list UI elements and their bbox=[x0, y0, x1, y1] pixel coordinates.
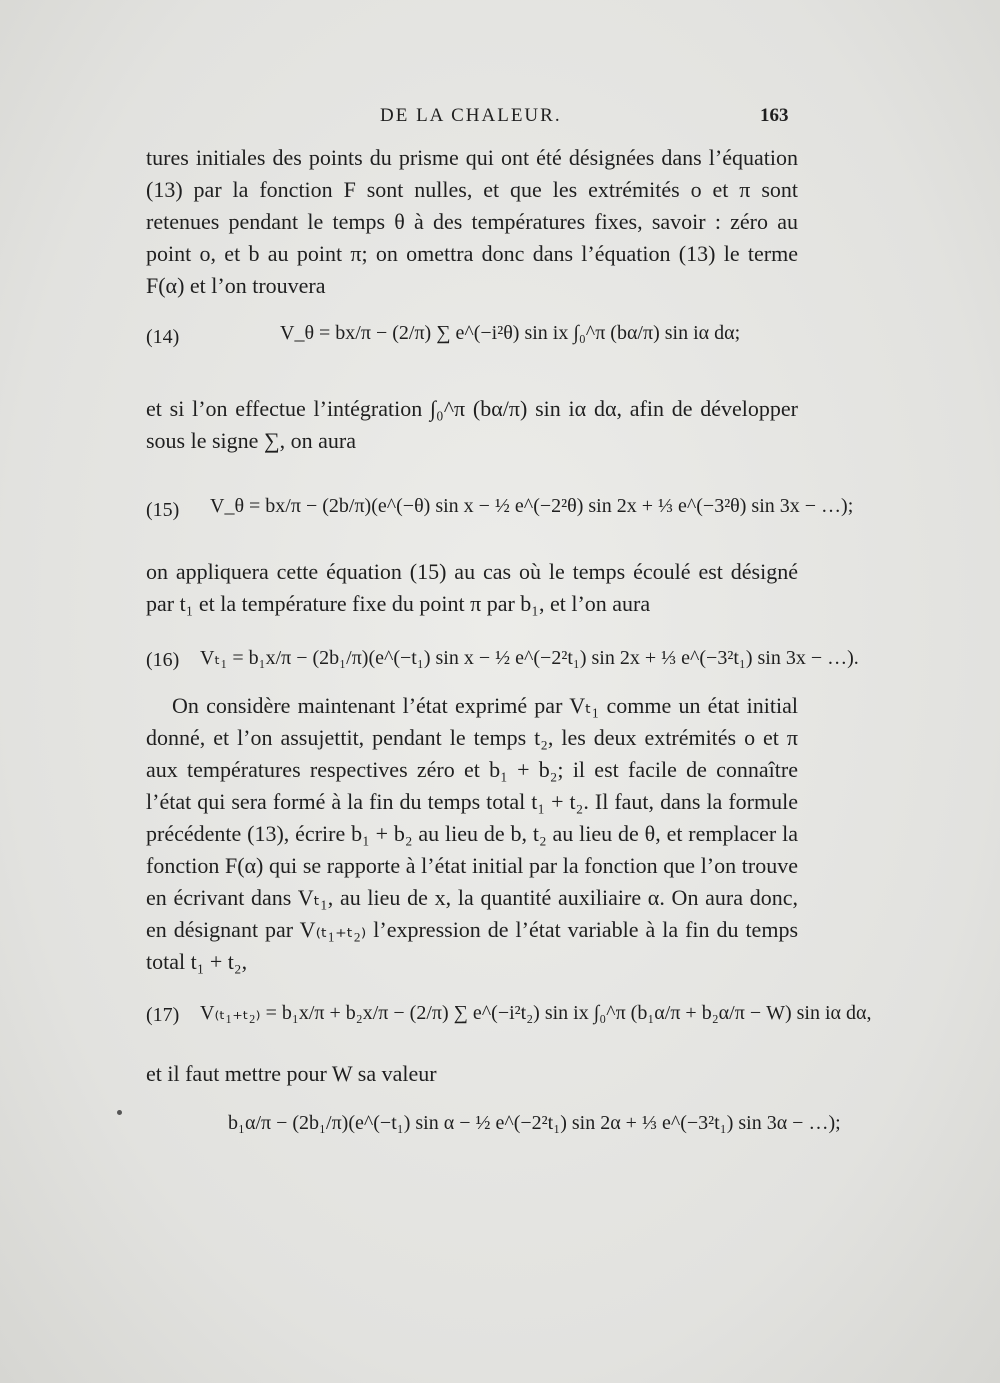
paragraph-3-text: on appliquera cette équation (15) au cas où le temps écoulé est désigné par t₁ et la température fixe du point π par b₁, et l’on aura bbox=[146, 559, 798, 616]
equation-body: Vₜ₁ = b₁x/π − (2b₁/π)(e^(−t₁) sin x − ½ e^(−2²t₁) sin 2x + ⅓ e^(−3²t₁) sin 3x − …). bbox=[200, 647, 859, 669]
equation-body: b₁α/π − (2b₁/π)(e^(−t₁) sin α − ½ e^(−2²t₁) sin 2α + ⅓ e^(−3²t₁) sin 3α − …); bbox=[228, 1112, 841, 1134]
paragraph-4-text: On considère maintenant l’état exprimé par Vₜ₁ comme un état initial donné, et l’on assujettit, pendant le temps t₂, les deux extrémités o et π aux températures respectives zéro et b₁ + b₂; il est facile de connaître l’état qui sera formé à la fin du temps total t₁ + t₂. Il faut, dans la formule précédente (13), écrire b₁ + b₂ au lieu de b, t₂ au lieu de θ, et remplacer la fonction F(α) qui se rapporte à l’état initial par la fonction que l’on trouve en écrivant dans Vₜ₁, au lieu de x, la quantité auxiliaire α. On aura donc, en désignant par V₍ₜ₁₊ₜ₂₎ l’expression de l’état variable à la fin du temps total t₁ + t₂, bbox=[146, 693, 798, 974]
equation-w-value bbox=[0, 1112, 1000, 1152]
paragraph-1 bbox=[146, 142, 798, 302]
running-title: DE LA CHALEUR. bbox=[380, 105, 562, 126]
ink-spot bbox=[117, 1110, 122, 1115]
equation-number: (16) bbox=[146, 649, 180, 671]
page-number: 163 bbox=[760, 105, 789, 126]
paragraph-5-text: et il faut mettre pour W sa valeur bbox=[146, 1061, 437, 1086]
equation-body: V₍ₜ₁₊ₜ₂₎ = b₁x/π + b₂x/π − (2/π) ∑ e^(−i²t₂) sin ix ∫₀^π (b₁α/π + b₂α/π − W) sin iα dα, bbox=[200, 1002, 872, 1024]
equation-number: (15) bbox=[146, 499, 180, 521]
equation-14 bbox=[0, 322, 1000, 362]
paragraph-5 bbox=[146, 1058, 798, 1090]
equation-number: (17) bbox=[146, 1004, 180, 1026]
paragraph-1-text: tures initiales des points du prisme qui ont été désignées dans l’équation (13) par la fonction F sont nulles, et que les extrémités o et π sont retenues pendant le temps θ à des températures fixes, savoir : zéro au point o, et b au point π; on omettra donc dans l’équation (13) le terme F(α) et l’on trouvera bbox=[146, 145, 798, 298]
equation-15 bbox=[0, 495, 1000, 535]
paragraph-3 bbox=[146, 556, 798, 620]
equation-number: (14) bbox=[146, 326, 180, 348]
equation-body: V_θ = bx/π − (2/π) ∑ e^(−i²θ) sin ix ∫₀^π (bα/π) sin iα dα; bbox=[280, 322, 741, 344]
paragraph-4 bbox=[146, 690, 798, 978]
equation-16 bbox=[0, 645, 1000, 685]
equation-body: V_θ = bx/π − (2b/π)(e^(−θ) sin x − ½ e^(−2²θ) sin 2x + ⅓ e^(−3²θ) sin 3x − …); bbox=[210, 495, 854, 517]
paragraph-2 bbox=[146, 393, 798, 457]
paragraph-2-text: et si l’on effectue l’intégration ∫₀^π (bα/π) sin iα dα, afin de développer sous le signe ∑, on aura bbox=[146, 396, 798, 453]
equation-17 bbox=[0, 1000, 1000, 1040]
page-header bbox=[0, 105, 1000, 137]
